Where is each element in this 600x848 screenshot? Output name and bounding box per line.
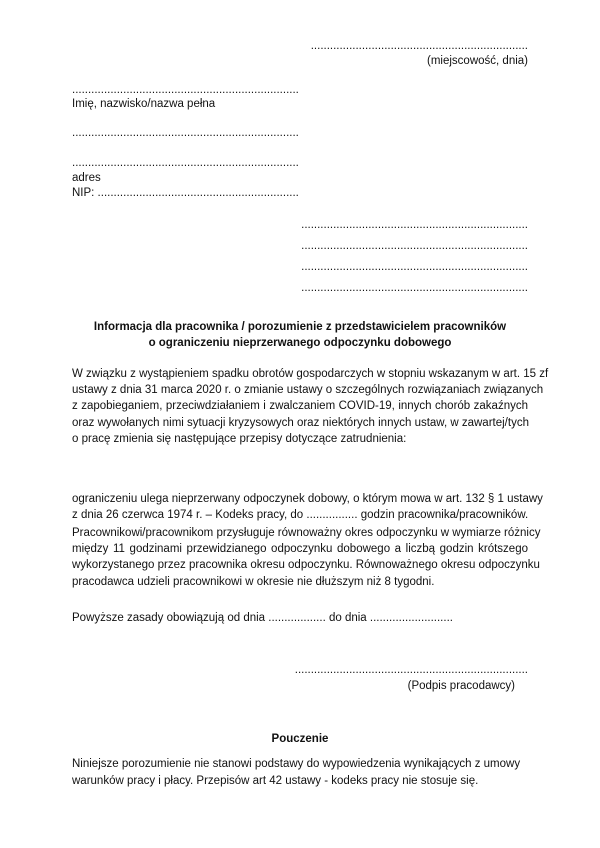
sender-name-label: Imię, nazwisko/nazwa pełna xyxy=(72,98,216,110)
paragraph-limitation-line: z dnia 26 czerwca 1974 r. – Kodeks pracy, do ................ godzin pracownika/pracowników. xyxy=(72,509,529,522)
signature-label: (Podpis pracodawcy) xyxy=(407,680,515,692)
paragraph-limitation xyxy=(72,491,543,523)
recipient-dots-1: ....................................................................... xyxy=(301,219,528,231)
paragraph-compensation-line: pracodawca udzieli pracownikowi w okresie nie dłuższym niż 8 tygodni. xyxy=(72,575,435,588)
place-date-dots: .................................................................... xyxy=(310,40,528,52)
paragraph-intro-line: o pracę zmienia się następujące przepisy dotyczące zatrudnienia: xyxy=(72,432,407,445)
notice-title: Pouczenie xyxy=(271,733,329,745)
effective-dates-line: Powyższe zasady obowiązują od dnia .................. do dnia .......................... xyxy=(72,612,453,624)
paragraph-compensation-line: między 11 godzinami przewidzianego odpoczynku dobowego a liczbą godzin krótszego xyxy=(72,543,528,556)
paragraph-compensation-line: wykorzystanego przez pracownika okresu odpoczynku. Równoważnego okresu odpoczynku xyxy=(72,559,540,572)
recipient-dots-4: ....................................................................... xyxy=(301,282,528,294)
sender-address-label: adres xyxy=(72,172,101,184)
paragraph-compensation xyxy=(72,525,541,590)
paragraph-compensation-line: Pracownikowi/pracownikom przysługuje równoważny okres odpoczynku w wymiarze różnicy xyxy=(72,527,541,539)
paragraph-intro-line: oraz wywołanych nimi sytuacji kryzysowych oraz niektórych innych ustaw, w zawartej/tych xyxy=(72,416,529,429)
recipient-dots-2: ....................................................................... xyxy=(301,240,528,252)
recipient-dots-3: ....................................................................... xyxy=(301,261,528,273)
paragraph-intro-line: ustawy z dnia 31 marca 2020 r. o zmianie ustawy o szczególnych rozwiązaniach związanych xyxy=(72,384,544,397)
sender-address-dots-2: ....................................................................... xyxy=(72,157,299,169)
notice-text-line-1: Niniejsze porozumienie nie stanowi podstawy do wypowiedzenia wynikających z umowy xyxy=(72,758,521,770)
sender-nip-label: NIP: ............................................................... xyxy=(72,187,299,199)
notice-text-line-2: warunków pracy i płacy. Przepisów art 42 ustawy - kodeks pracy nie stosuje się. xyxy=(72,775,479,787)
sender-address-dots-1: ....................................................................... xyxy=(72,127,299,139)
sender-name-dots: ....................................................................... xyxy=(72,84,299,96)
signature-dots: ......................................................................... xyxy=(294,664,528,676)
paragraph-intro-line: W związku z wystąpieniem spadku obrotów gospodarczych w stopniu wskazanym w art. 15 zf xyxy=(72,368,549,380)
paragraph-limitation-line: ograniczeniu ulega nieprzerwany odpoczynek dobowy, o którym mowa w art. 132 § 1 ustawy xyxy=(72,493,543,505)
document-title-line-2: o ograniczeniu nieprzerwanego odpoczynku dobowego xyxy=(148,337,452,349)
place-date-label: (miejscowość, dnia) xyxy=(427,55,528,67)
document-title-line-1: Informacja dla pracownika / porozumienie z przedstawicielem pracowników xyxy=(93,321,507,333)
paragraph-intro xyxy=(72,366,549,447)
paragraph-intro-line: z zapobieganiem, przeciwdziałaniem i zwalczaniem COVID-19, innych chorób zakaźnych xyxy=(72,400,528,413)
